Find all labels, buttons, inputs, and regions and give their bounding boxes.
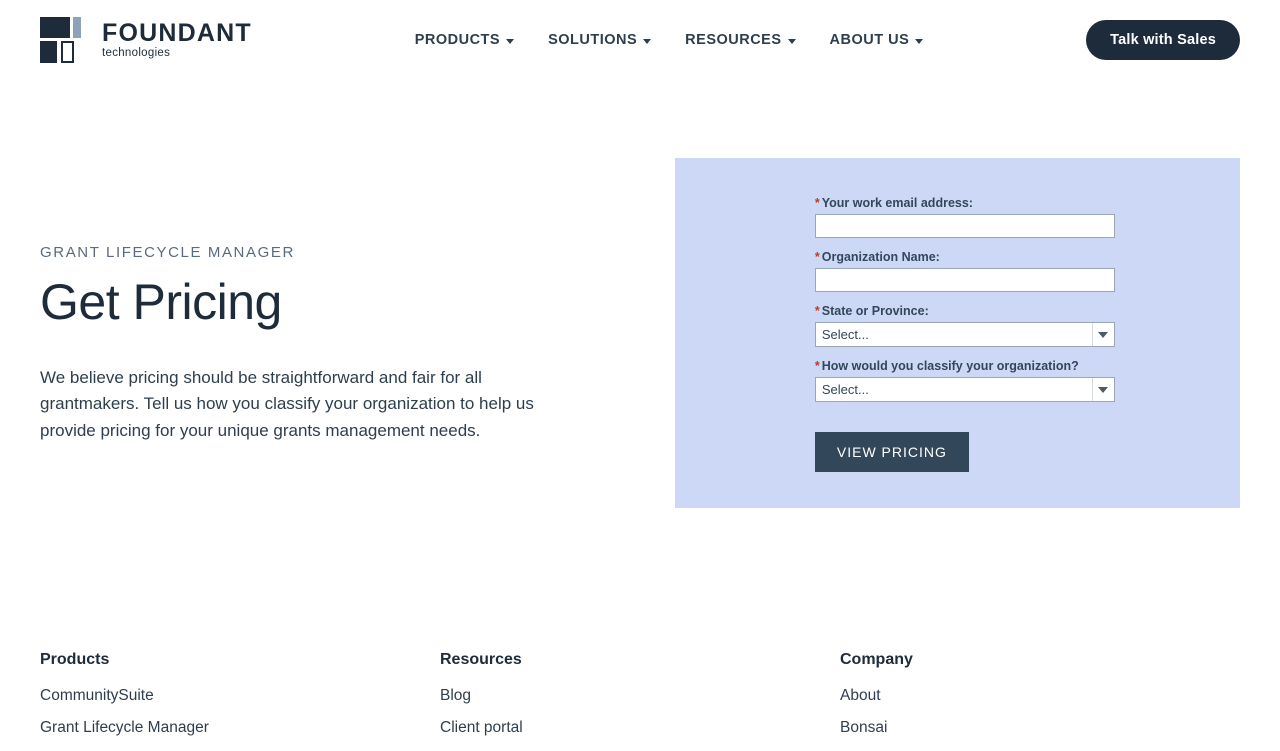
nav-item-solutions[interactable]: [548, 32, 651, 48]
chevron-down-icon: [506, 39, 514, 44]
footer-column-company: [840, 651, 1240, 751]
page-title: Get Pricing: [40, 274, 282, 330]
pricing-form: [815, 196, 1115, 472]
hero-description: We believe pricing should be straightforward and fair for all grantmakers. Tell us how you classify your organization to help us provide pricing for your unique grants management needs.: [40, 368, 534, 440]
main-nav: [252, 32, 1086, 48]
required-marker: *: [814, 250, 820, 264]
site-footer: [0, 651, 1280, 751]
field-label: [815, 196, 1115, 210]
footer-link[interactable]: Client portal: [440, 719, 523, 736]
field-organization-name: [815, 250, 1115, 292]
view-pricing-button[interactable]: VIEW PRICING: [815, 432, 969, 472]
nav-item-label: SOLUTIONS: [548, 32, 638, 48]
work-email-input[interactable]: [815, 214, 1115, 238]
state-or-province-select[interactable]: [815, 322, 1115, 347]
select-value[interactable]: Select...: [815, 322, 1115, 347]
logo-text: [102, 18, 252, 60]
required-marker: *: [814, 359, 820, 373]
chevron-down-icon: [915, 39, 923, 44]
footer-link[interactable]: Bonsai: [840, 719, 888, 736]
footer-link[interactable]: Blog: [440, 687, 472, 704]
foundant-logo-icon: [40, 17, 92, 63]
site-header: [0, 0, 1280, 80]
field-label-text: Your work email address:: [821, 196, 973, 210]
footer-column-title: Company: [840, 651, 913, 668]
footer-column-products: [40, 651, 440, 751]
field-work-email: [815, 196, 1115, 238]
nav-item-label: RESOURCES: [685, 32, 782, 48]
field-organization-classification: [815, 359, 1115, 402]
logo[interactable]: [40, 17, 252, 63]
field-label-text: Organization Name:: [821, 250, 940, 264]
footer-link[interactable]: About: [840, 687, 881, 704]
nav-item-about-us[interactable]: [830, 32, 924, 48]
field-state-or-province: [815, 304, 1115, 347]
organization-classification-select[interactable]: [815, 377, 1115, 402]
field-label: [815, 250, 1115, 264]
organization-name-input[interactable]: [815, 268, 1115, 292]
hero-section: [0, 80, 1280, 508]
field-label-text: How would you classify your organization?: [821, 359, 1079, 373]
field-label-text: State or Province:: [821, 304, 929, 318]
hero-copy: [40, 160, 635, 508]
select-value[interactable]: Select...: [815, 377, 1115, 402]
field-label: [815, 304, 1115, 318]
footer-column-resources: [440, 651, 840, 751]
chevron-down-icon: [643, 39, 651, 44]
pricing-form-card: [675, 158, 1240, 508]
hero-eyebrow: GRANT LIFECYCLE MANAGER: [40, 244, 295, 261]
footer-link[interactable]: CommunitySuite: [40, 687, 154, 704]
field-label: [815, 359, 1115, 373]
footer-column-title: Products: [40, 651, 110, 668]
logo-tagline: technologies: [102, 46, 171, 59]
nav-item-label: PRODUCTS: [414, 32, 501, 48]
required-marker: *: [814, 196, 820, 210]
footer-column-title: Resources: [440, 651, 522, 668]
chevron-down-icon: [788, 39, 796, 44]
footer-link[interactable]: Grant Lifecycle Manager: [40, 719, 209, 736]
logo-wordmark: FOUNDANT: [102, 18, 252, 47]
talk-with-sales-button[interactable]: Talk with Sales: [1086, 20, 1240, 60]
nav-item-label: ABOUT US: [829, 32, 910, 48]
nav-item-resources[interactable]: [685, 32, 795, 48]
required-marker: *: [814, 304, 820, 318]
nav-item-products[interactable]: [415, 32, 514, 48]
